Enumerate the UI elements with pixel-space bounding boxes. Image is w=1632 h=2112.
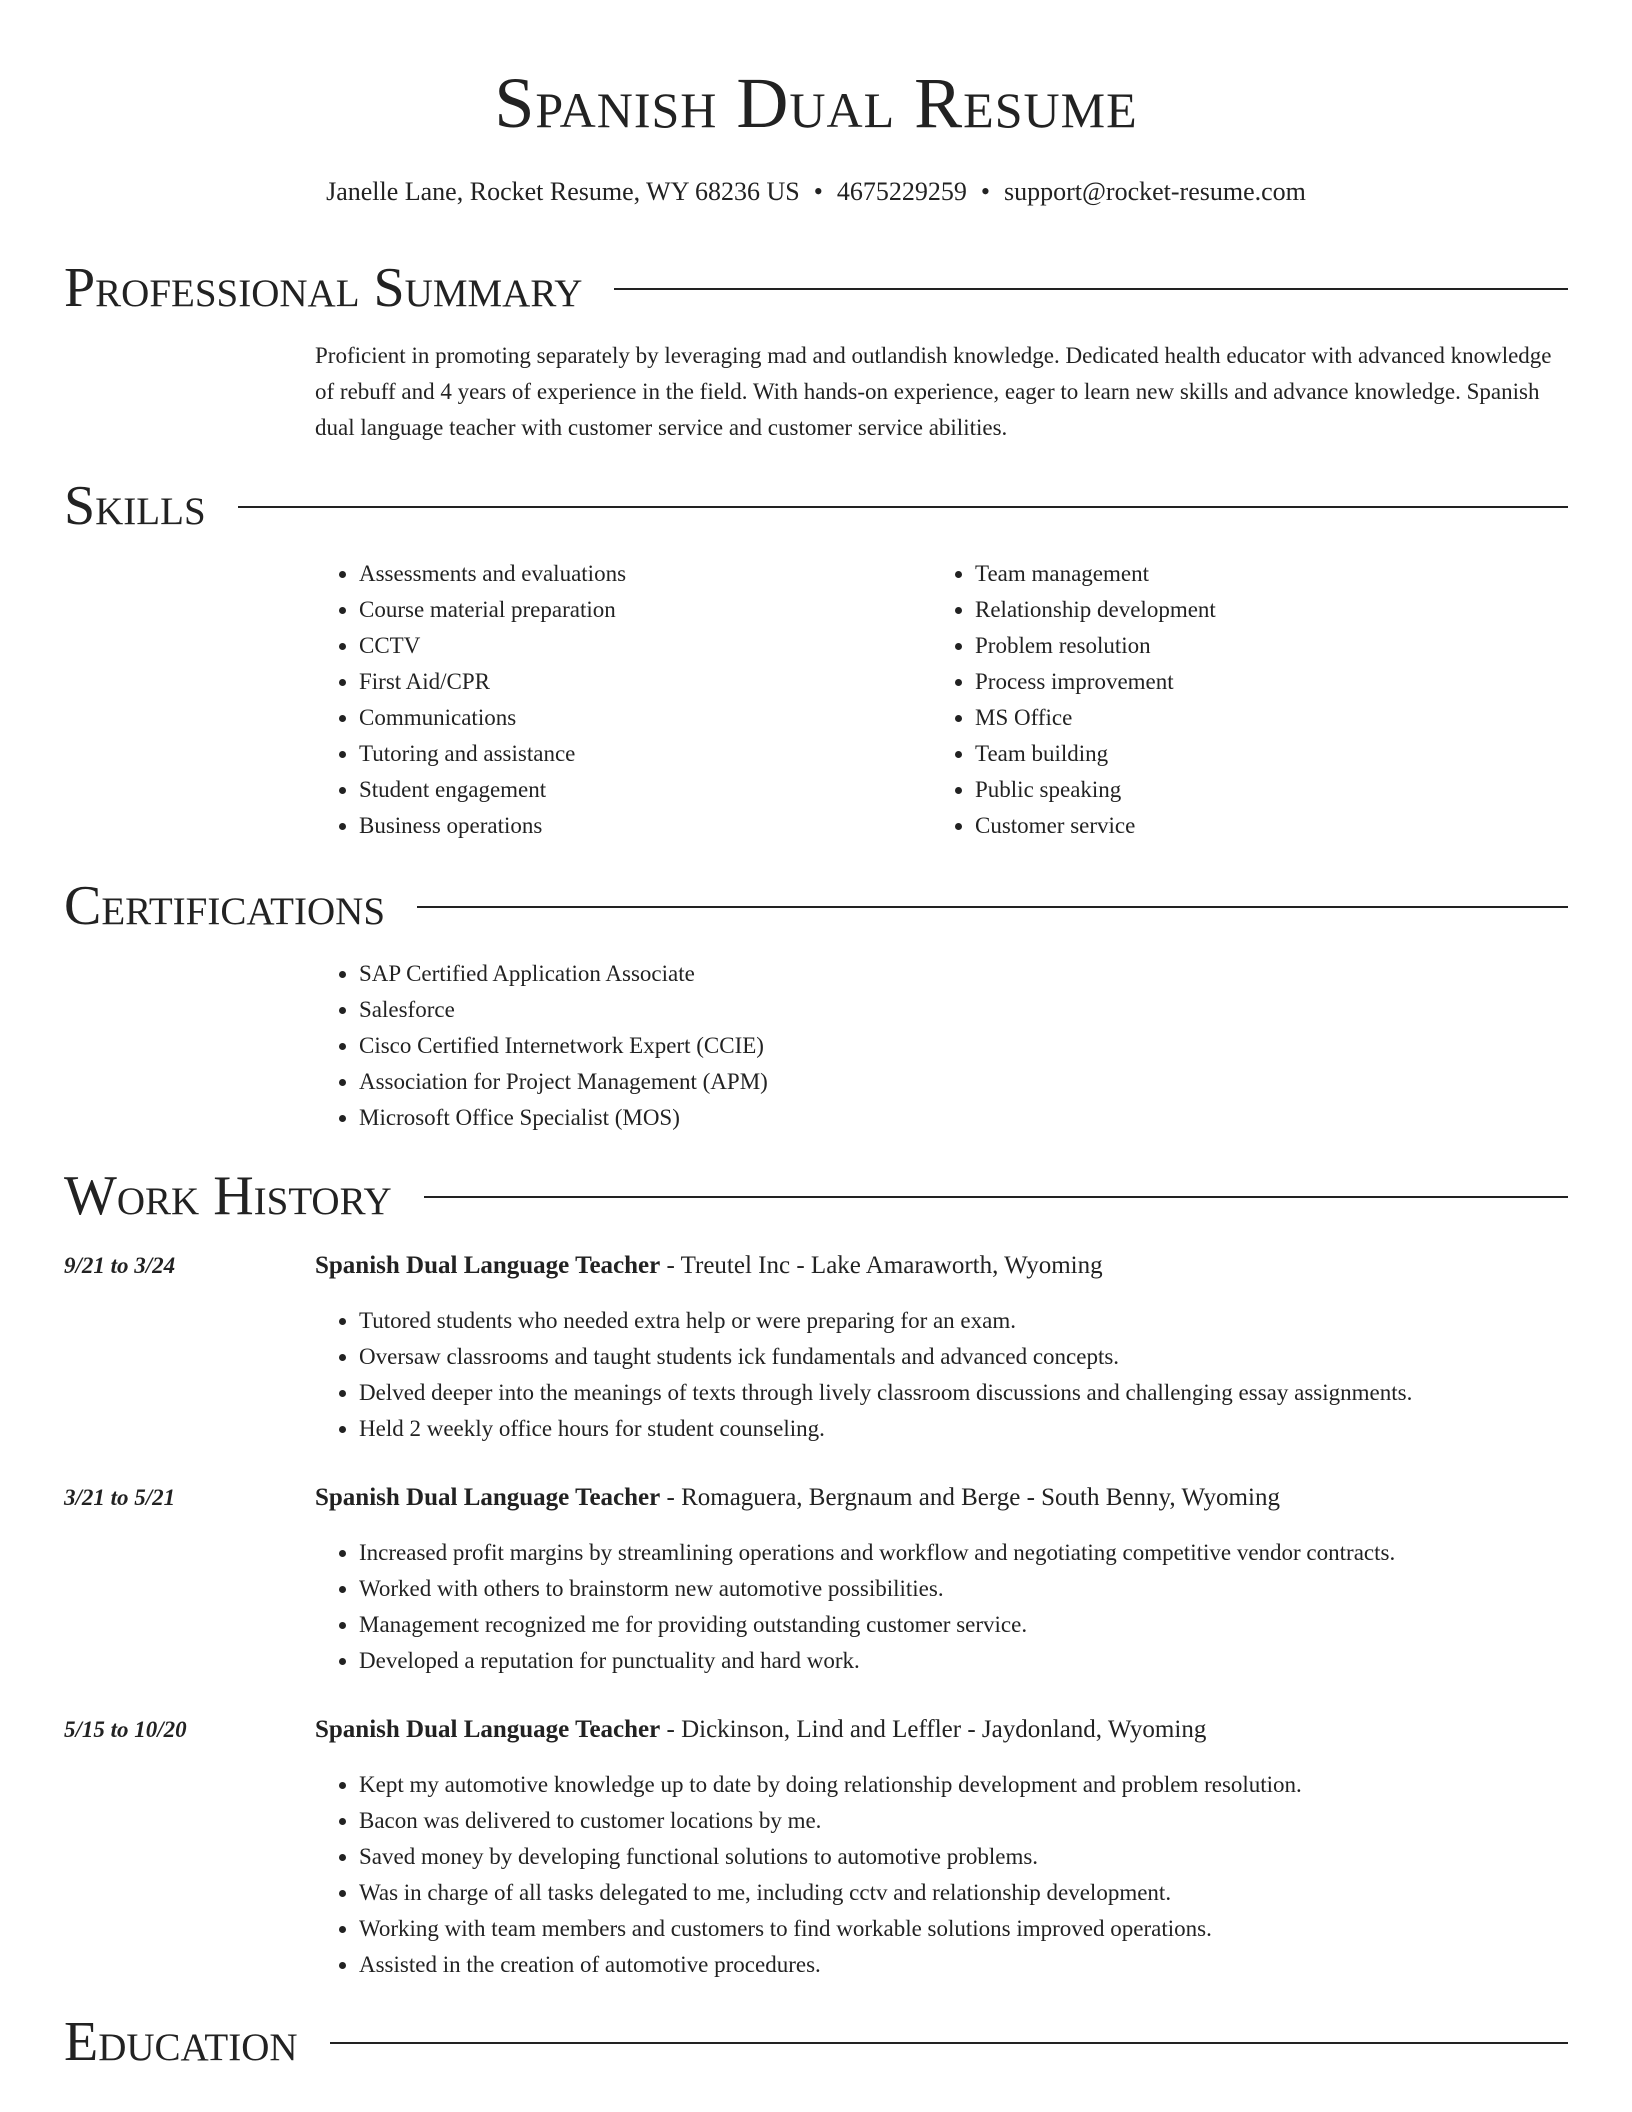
skill-item: • Team building [975,736,1575,772]
certification-item: • Association for Project Management (APM) [359,1064,1612,1100]
job-dates: 9/21 to 3/24 [64,1253,176,1278]
section-header-work-history [64,1164,1568,1228]
resume-title: Spanish Dual Resume [494,63,1138,143]
section-divider [614,288,1568,290]
contact-address: Janelle Lane, Rocket Resume, WY 68236 US [326,177,800,206]
section-title-certifications: Certifications [64,875,386,937]
certification-item: • SAP Certified Application Associate [359,956,1612,992]
section-header-skills [64,474,1568,538]
job-bullet: • Working with team members and customers to find workable solutions improved operations. [359,1911,1568,1947]
job-bullet: • Bacon was delivered to customer locations by me. [359,1803,1568,1839]
job-dates: 5/15 to 10/20 [64,1717,187,1742]
skill-item: • Public speaking [975,772,1575,808]
section-divider [238,506,1568,508]
job-header [315,1248,1568,1284]
job-bullet: • Worked with others to brainstorm new automotive possibilities. [359,1571,1568,1607]
skill-item: • Business operations [359,808,959,844]
section-header-certifications [64,874,1568,938]
job-bullet: • Held 2 weekly office hours for student counseling. [359,1411,1568,1447]
contact-line [0,174,1632,210]
skill-item: • Student engagement [359,772,959,808]
section-title-work-history: Work History [64,1165,392,1227]
job-bullet: • Developed a reputation for punctuality and hard work. [359,1643,1568,1679]
summary-text: Proficient in promoting separately by leveraging mad and outlandish knowledge. Dedicated health educator with advanced knowledge of rebuff and 4 years of experience in the field. With hands-on experience, eager to learn new skills and advance knowledge. Spanish dual language teacher with customer service and customer service abilities. [315,343,1552,440]
skill-item: • First Aid/CPR [359,664,959,700]
section-divider [417,906,1568,908]
skill-item: • MS Office [975,700,1575,736]
skills-list-right [931,556,1575,844]
skills-list-left [315,556,959,844]
skill-item: • Assessments and evaluations [359,556,959,592]
job-bullet: • Kept my automotive knowledge up to date by doing relationship development and problem resolution. [359,1767,1568,1803]
section-title-summary: Professional Summary [64,257,583,319]
job-bullet: • Increased profit margins by streamlining operations and workflow and negotiating competitive vendor contracts. [359,1535,1568,1571]
skill-item: • Relationship development [975,592,1575,628]
skill-item: • Communications [359,700,959,736]
job-bullet: • Saved money by developing functional solutions to automotive problems. [359,1839,1568,1875]
job-title: Spanish Dual Language Teacher [315,1484,661,1511]
job-bullet: • Management recognized me for providing outstanding customer service. [359,1607,1568,1643]
job-bullets [315,1535,1568,1679]
contact-separator: • [813,177,823,206]
job-dates: 3/21 to 5/21 [64,1485,176,1510]
job-bullet: • Delved deeper into the meanings of texts through lively classroom discussions and challenging essay assignments. [359,1375,1568,1411]
job-bullets [315,1767,1568,1983]
job-title: Spanish Dual Language Teacher [315,1716,661,1743]
job-bullet: • Was in charge of all tasks delegated to me, including cctv and relationship development. [359,1875,1568,1911]
skill-item: • Process improvement [975,664,1575,700]
job-header [315,1712,1568,1748]
contact-phone: 4675229259 [836,177,967,206]
job-title: Spanish Dual Language Teacher [315,1252,661,1279]
job-bullet: • Tutored students who needed extra help or were preparing for an exam. [359,1303,1568,1339]
section-title-education: Education [64,2011,298,2073]
section-divider [330,2042,1568,2044]
job-bullets [315,1303,1568,1447]
skill-item: • Course material preparation [359,592,959,628]
section-header-summary [64,256,1568,320]
certification-item: • Microsoft Office Specialist (MOS) [359,1100,1612,1136]
job-employer-location: - Dickinson, Lind and Leffler - Jaydonland, Wyoming [660,1716,1207,1743]
job-employer-location: - Romaguera, Bergnaum and Berge - South Benny, Wyoming [660,1484,1280,1511]
skill-item: • CCTV [359,628,959,664]
skill-item: • Customer service [975,808,1575,844]
job-bullet: • Oversaw classrooms and taught students ick fundamentals and advanced concepts. [359,1339,1568,1375]
section-divider [424,1196,1568,1198]
contact-separator: • [980,177,990,206]
contact-email: support@rocket-resume.com [1003,177,1306,206]
certifications-list [315,956,1612,1136]
job-employer-location: - Treutel Inc - Lake Amaraworth, Wyoming [660,1252,1103,1279]
certification-item: • Cisco Certified Internetwork Expert (CCIE) [359,1028,1612,1064]
job-bullet: • Assisted in the creation of automotive procedures. [359,1947,1568,1983]
skill-item: • Team management [975,556,1575,592]
section-header-education [64,2010,1568,2074]
certification-item: • Salesforce [359,992,1612,1028]
job-header [315,1480,1568,1516]
skill-item: • Tutoring and assistance [359,736,959,772]
skill-item: • Problem resolution [975,628,1575,664]
section-title-skills: Skills [64,475,206,537]
